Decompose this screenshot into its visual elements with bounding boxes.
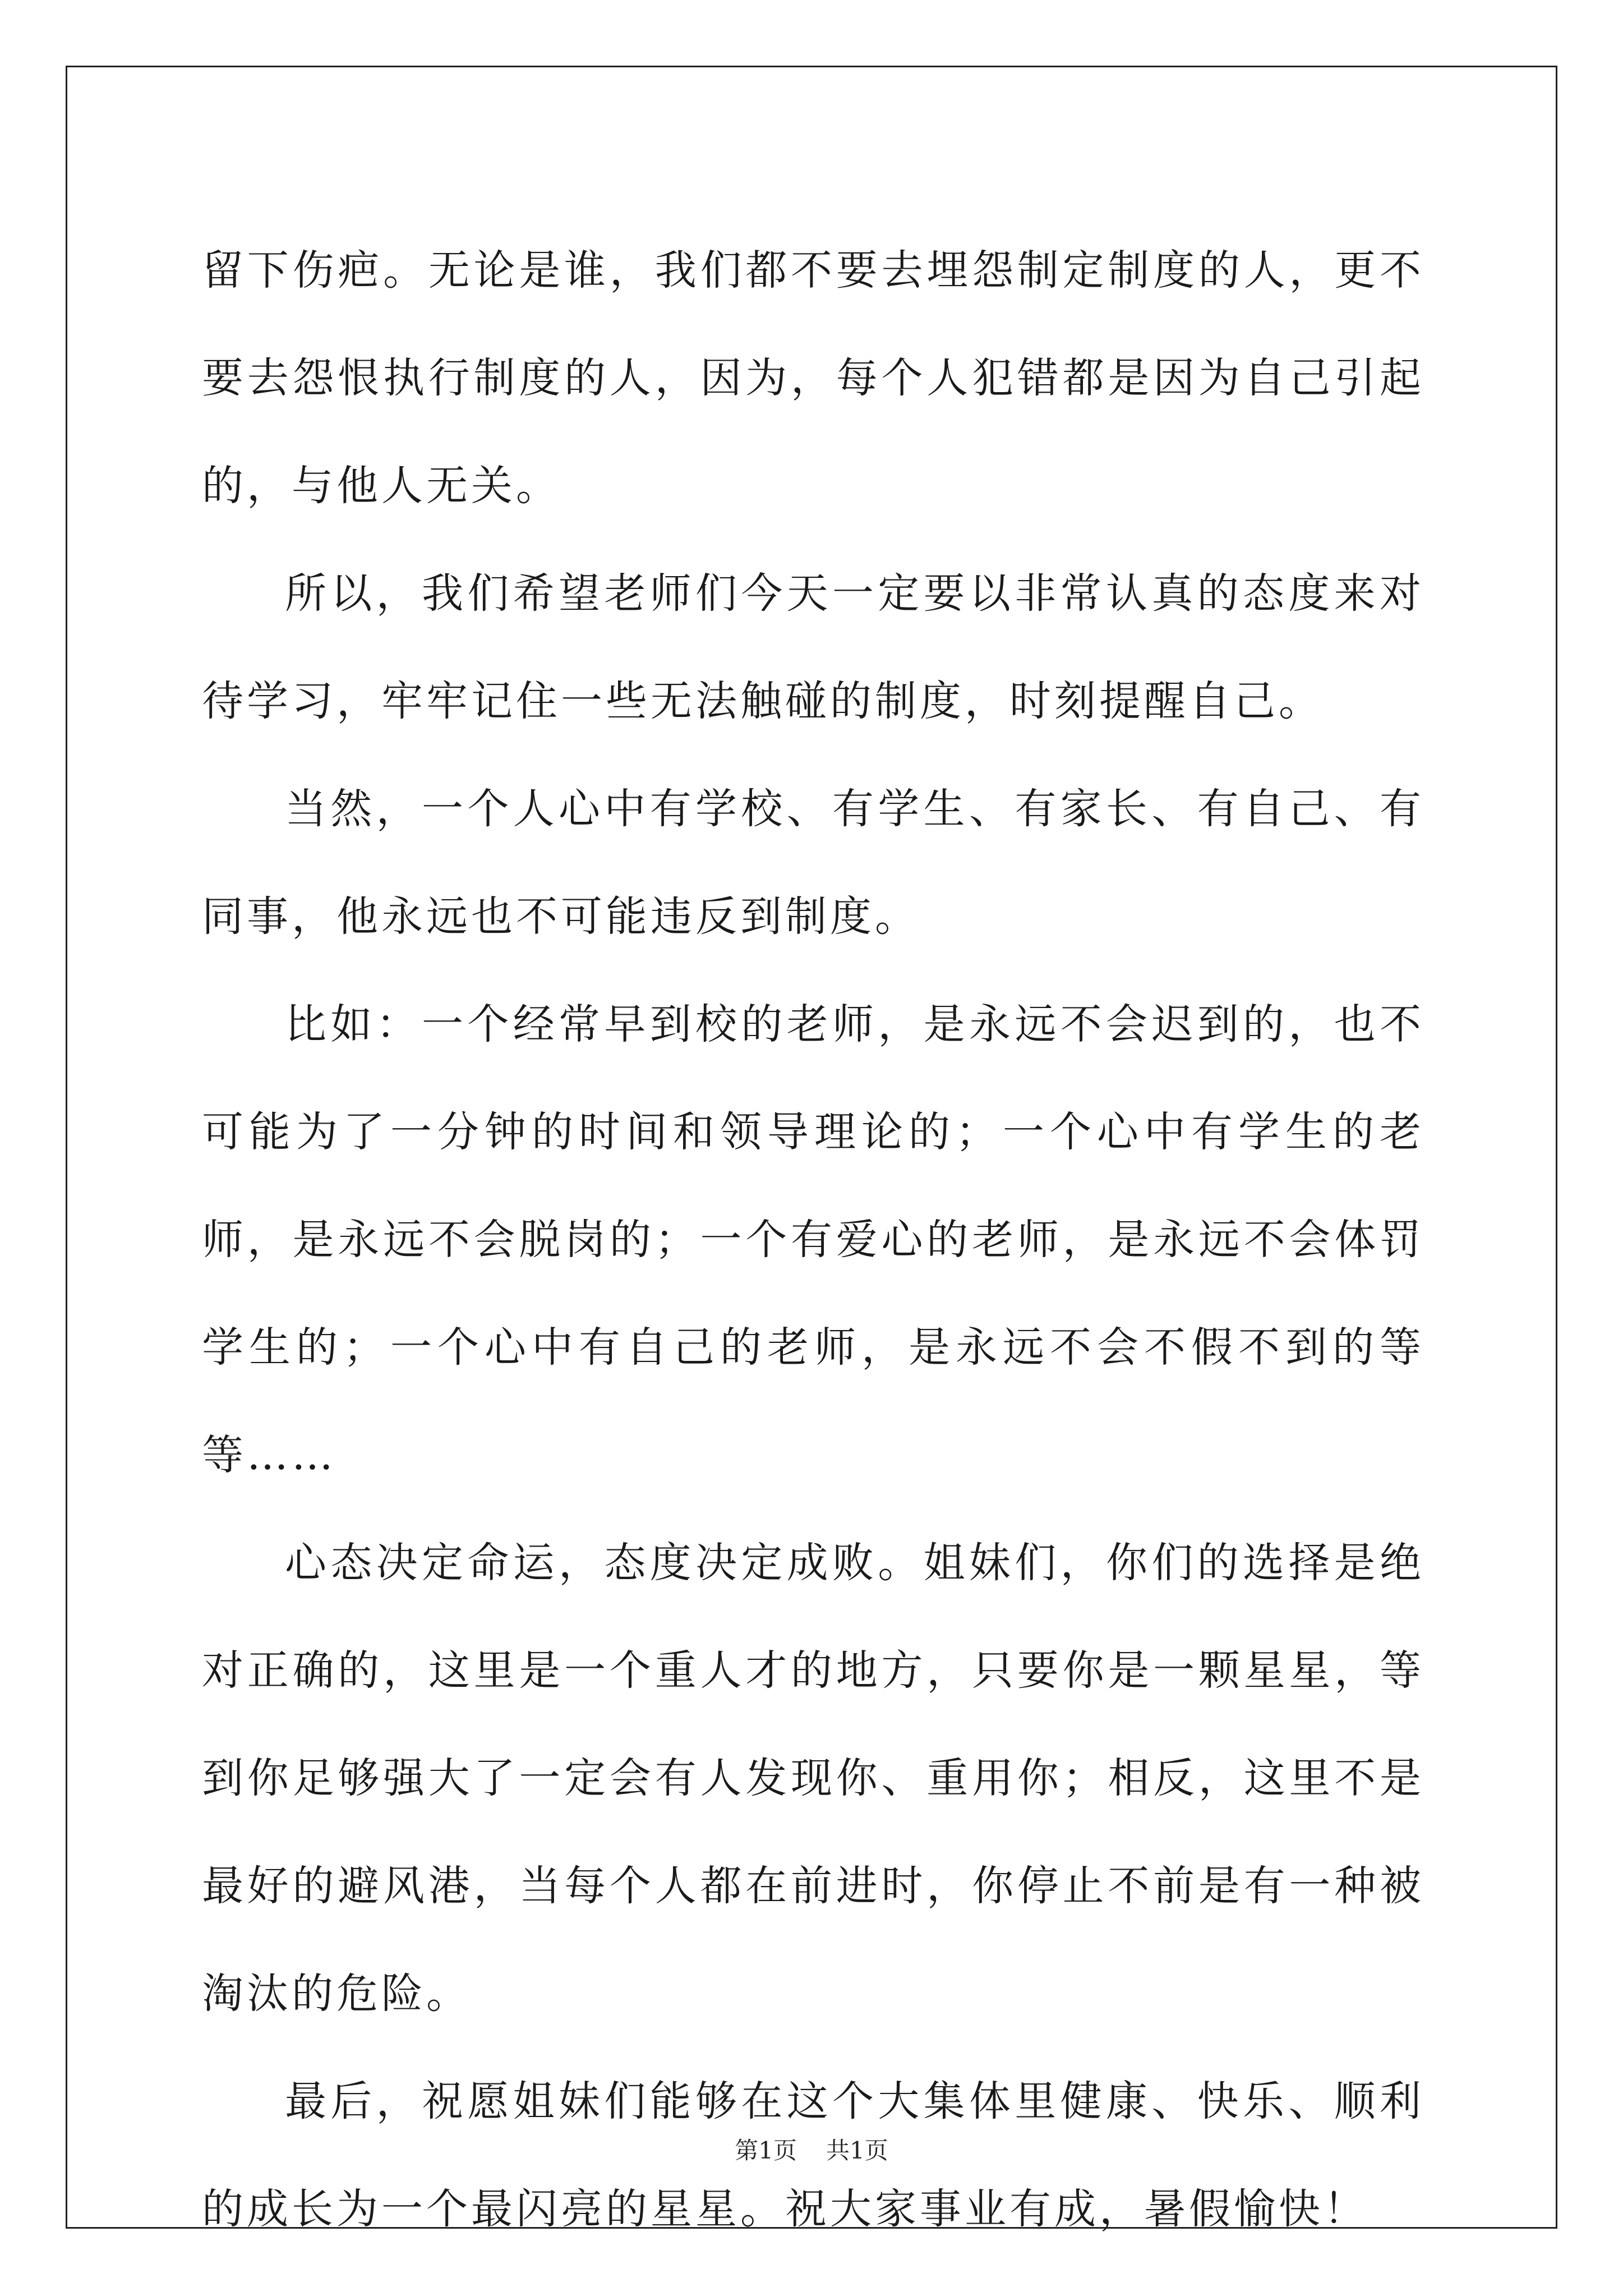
page-footer xyxy=(0,2135,1623,2166)
paragraph-3: 当然，一个人心中有学校、有学生、有家长、有自己、有同事，他永远也不可能违反到制度。 xyxy=(202,785,1424,941)
page-number: 第1页 xyxy=(735,2137,797,2164)
paragraph-5: 心态决定命运，态度决定成败。姐妹们，你们的选择是绝对正确的，这里是一个重人才的地方，只要你是一颗星星，等到你足够强大了一定会有人发现你、重用你；相反，这里不是最好的避风港，当每个人都在前进时，你停止不前是有一种被淘汰的危险。 xyxy=(202,1539,1424,2018)
page-total: 共1页 xyxy=(826,2137,888,2164)
paragraph-6: 最后，祝愿姐妹们能够在这个大集体里健康、快乐、顺利的成长为一个最闪亮的星星。祝大家事业有成，暑假愉快！ xyxy=(202,2077,1424,2233)
paragraph-1: 留下伤疤。无论是谁，我们都不要去埋怨制定制度的人，更不要去怨恨执行制度的人，因为，每个人犯错都是因为自己引起的，与他人无关。 xyxy=(202,246,1424,510)
document-body xyxy=(202,217,1424,2263)
paragraph-4: 比如：一个经常早到校的老师，是永远不会迟到的，也不可能为了一分钟的时间和领导理论的；一个心中有学生的老师，是永远不会脱岗的；一个有爱心的老师，是永远不会体罚学生的；一个心中有自己的老师，是永远不会不假不到的等等…… xyxy=(202,1000,1424,1479)
paragraph-2: 所以，我们希望老师们今天一定要以非常认真的态度来对待学习，牢牢记住一些无法触碰的制度，时刻提醒自己。 xyxy=(202,569,1424,725)
